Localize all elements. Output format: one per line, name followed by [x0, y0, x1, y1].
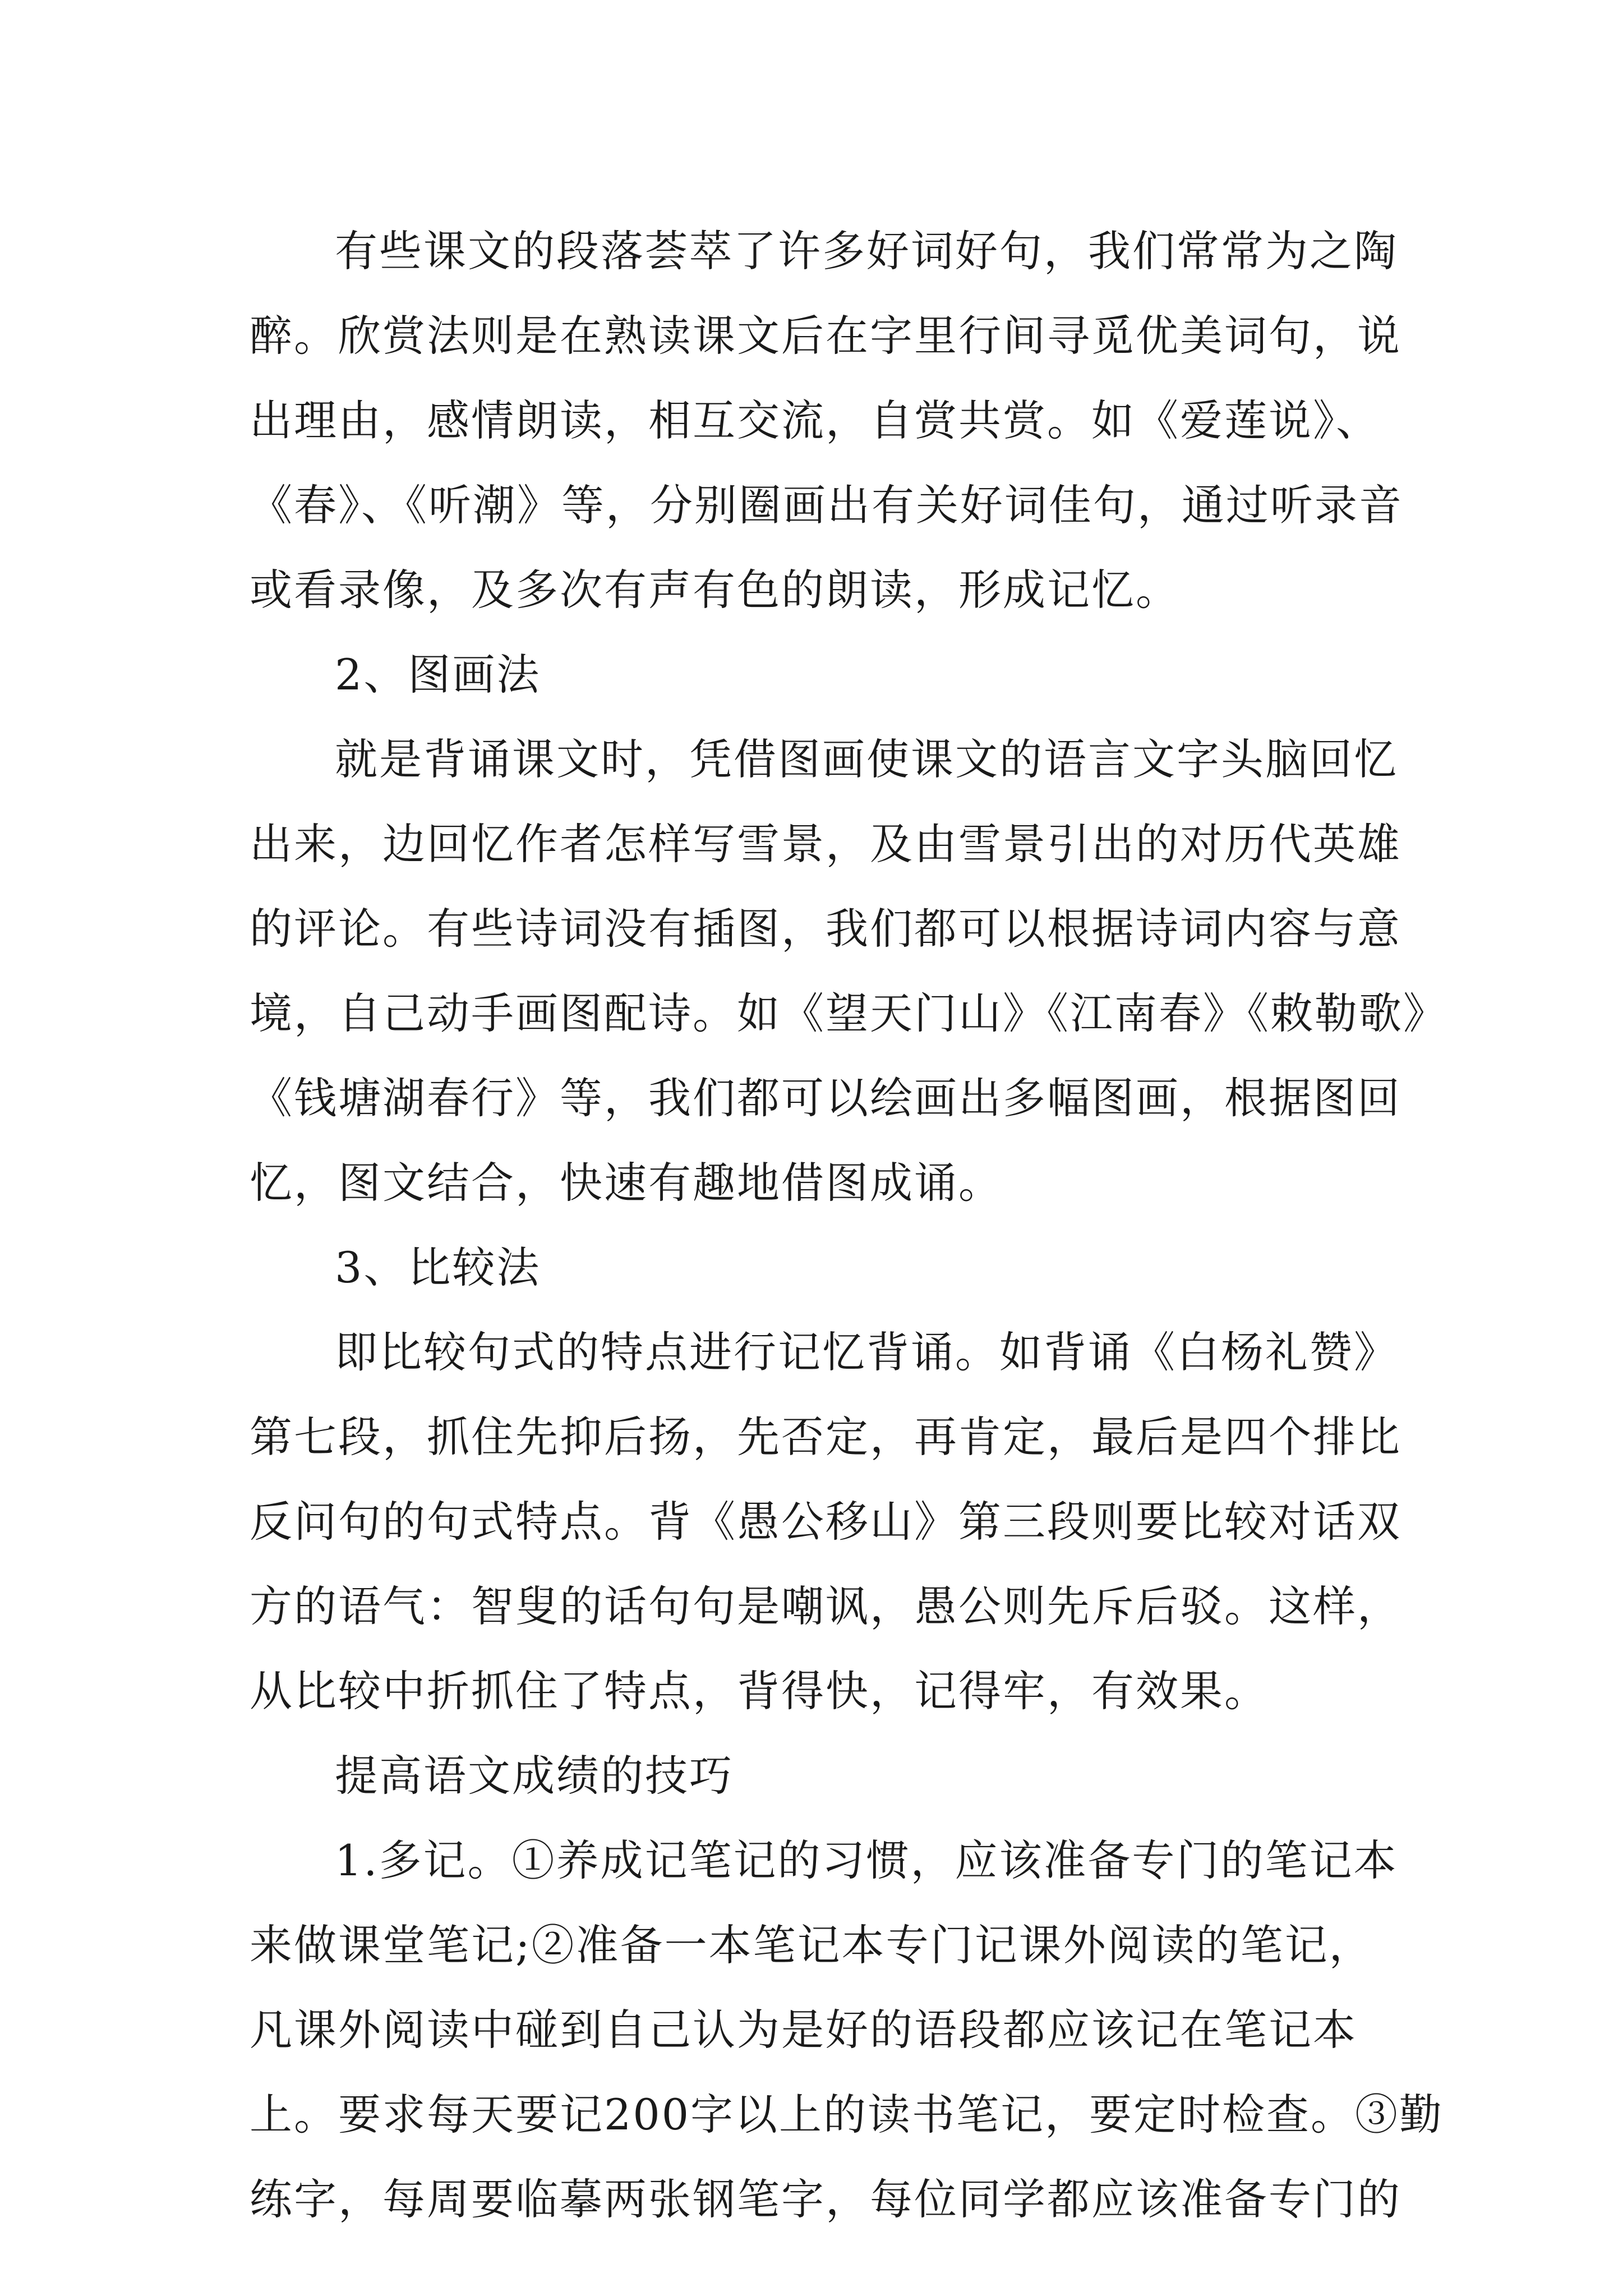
text-line: 的评论。有些诗词没有插图，我们都可以根据诗词内容与意 [250, 904, 1401, 954]
text-line: 练字，每周要临摹两张钢笔字，每位同学都应该准备专门的 [250, 2174, 1401, 2224]
text-line: 《钱塘湖春行》等，我们都可以绘画出多幅图画，根据图回 [250, 1073, 1401, 1123]
text-line: 出来，边回忆作者怎样写雪景，及由雪景引出的对历代英雄 [250, 819, 1401, 869]
text-line: 反问句的句式特点。背《愚公移山》第三段则要比较对话双 [250, 1497, 1401, 1547]
text-line: 有些课文的段落荟萃了许多好词好句，我们常常为之陶 [335, 226, 1398, 276]
text-line: 即比较句式的特点进行记忆背诵。如背诵《白杨礼赞》 [335, 1327, 1398, 1377]
section-heading: 2、图画法 [335, 650, 541, 700]
section-heading: 提高语文成绩的技巧 [335, 1751, 734, 1801]
text-line: 凡课外阅读中碰到自己认为是好的语段都应该记在笔记本 [250, 2005, 1357, 2055]
text-line: 忆，图文结合，快速有趣地借图成诵。 [250, 1158, 1003, 1208]
text-line: 醉。欣赏法则是在熟读课文后在字里行间寻觅优美词句，说 [250, 311, 1401, 361]
section-heading: 3、比较法 [335, 1243, 541, 1292]
body-text [250, 209, 1447, 2242]
text-line: 来做课堂笔记;②准备一本笔记本专门记课外阅读的笔记， [250, 1920, 1373, 1970]
text-line: 就是背诵课文时，凭借图画使课文的语言文字头脑回忆 [335, 734, 1398, 784]
text-line: 《春》、《听潮》等，分别圈画出有关好词佳句，通过听录音 [250, 480, 1403, 530]
text-line: 上。要求每天要记200字以上的读书笔记，要定时检查。③勤 [250, 2090, 1444, 2139]
text-line: 1.多记。①养成记笔记的习惯，应该准备专门的笔记本 [335, 1835, 1398, 1885]
text-line: 出理由，感情朗读，相互交流，自赏共赏。如《爱莲说》、 [250, 395, 1380, 445]
text-line: 境，自己动手画图配诗。如《望天门山》《江南春》《敕勒歌》 [250, 988, 1447, 1038]
text-line: 从比较中折抓住了特点，背得快，记得牢，有效果。 [250, 1666, 1269, 1716]
text-line: 第七段，抓住先抑后扬，先否定，再肯定，最后是四个排比 [250, 1412, 1401, 1462]
text-line: 方的语气：智叟的话句句是嘲讽，愚公则先斥后驳。这样， [250, 1581, 1401, 1631]
text-line: 或看录像，及多次有声有色的朗读，形成记忆。 [250, 565, 1180, 615]
